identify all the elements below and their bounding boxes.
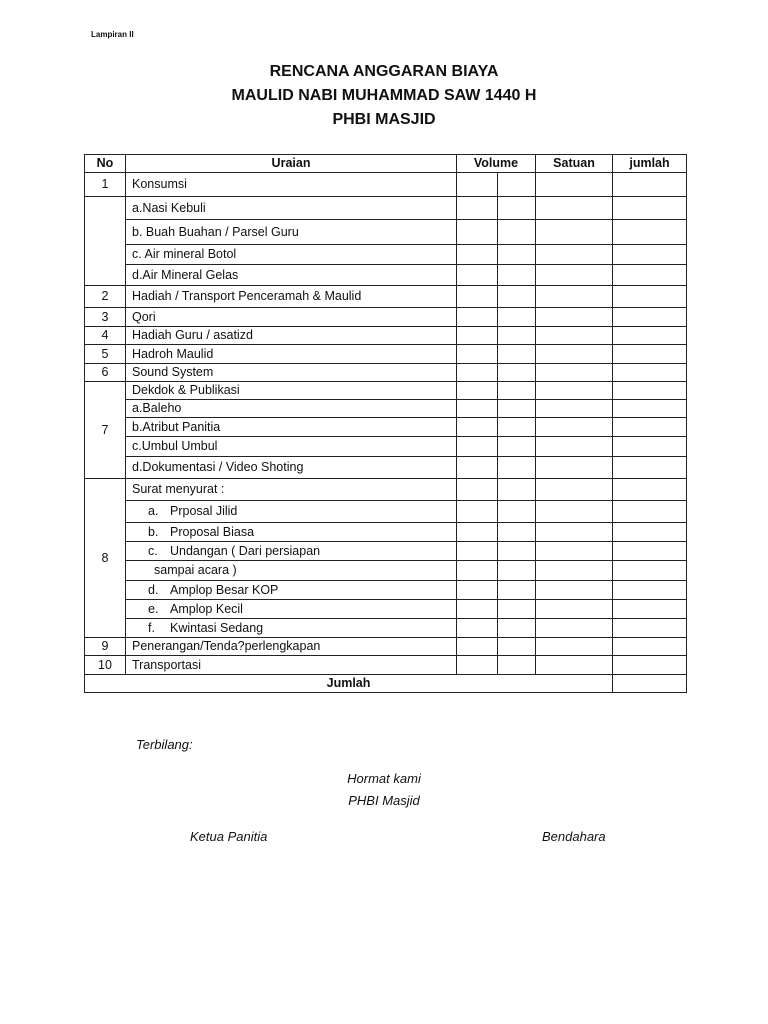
volume-cell bbox=[457, 561, 498, 581]
row-number: 5 bbox=[85, 345, 126, 364]
jumlah-cell bbox=[613, 400, 687, 418]
row-description: Dekdok & Publikasi bbox=[126, 382, 457, 400]
jumlah-cell bbox=[613, 382, 687, 400]
volume-cell bbox=[498, 382, 536, 400]
volume-cell bbox=[498, 327, 536, 345]
jumlah-cell bbox=[613, 561, 687, 581]
volume-cell bbox=[498, 619, 536, 638]
row-number: 10 bbox=[85, 656, 126, 675]
satuan-cell bbox=[536, 437, 613, 457]
satuan-cell bbox=[536, 619, 613, 638]
row-description: Hadiah / Transport Penceramah & Maulid bbox=[126, 286, 457, 308]
volume-cell bbox=[498, 523, 536, 542]
volume-cell bbox=[457, 656, 498, 675]
satuan-cell bbox=[536, 345, 613, 364]
satuan-cell bbox=[536, 265, 613, 286]
row-description: Surat menyurat : bbox=[126, 479, 457, 501]
satuan-cell bbox=[536, 457, 613, 479]
col-header-satuan: Satuan bbox=[536, 155, 613, 173]
row-description: c. Air mineral Botol bbox=[126, 245, 457, 265]
col-header-jumlah: jumlah bbox=[613, 155, 687, 173]
row-description: d.Air Mineral Gelas bbox=[126, 265, 457, 286]
closing-greeting: Hormat kami bbox=[347, 771, 421, 786]
row-description-text: Proposal Biasa bbox=[170, 524, 255, 539]
volume-cell bbox=[457, 400, 498, 418]
row-description-text: Prposal Jilid bbox=[170, 504, 238, 518]
list-marker: a. bbox=[148, 504, 159, 518]
satuan-cell bbox=[536, 173, 613, 197]
table-row bbox=[85, 308, 687, 327]
volume-cell bbox=[498, 501, 536, 523]
table-row bbox=[85, 327, 687, 345]
satuan-cell bbox=[536, 581, 613, 600]
table-row bbox=[85, 619, 687, 638]
jumlah-cell bbox=[613, 581, 687, 600]
row-description bbox=[126, 619, 457, 638]
satuan-cell bbox=[536, 501, 613, 523]
volume-cell bbox=[498, 418, 536, 437]
table-row bbox=[85, 245, 687, 265]
row-description bbox=[126, 523, 457, 542]
list-marker: e. bbox=[148, 601, 159, 616]
row-number: 6 bbox=[85, 364, 126, 382]
volume-cell bbox=[457, 345, 498, 364]
table-row bbox=[85, 501, 687, 523]
satuan-cell bbox=[536, 197, 613, 220]
volume-cell bbox=[457, 523, 498, 542]
volume-cell bbox=[457, 501, 498, 523]
amount-in-words-label: Terbilang: bbox=[136, 737, 193, 752]
volume-cell bbox=[457, 308, 498, 327]
jumlah-cell bbox=[613, 479, 687, 501]
row-number bbox=[85, 197, 126, 286]
list-marker: f. bbox=[148, 620, 155, 635]
volume-cell bbox=[498, 245, 536, 265]
satuan-cell bbox=[536, 364, 613, 382]
row-description: Sound System bbox=[126, 364, 457, 382]
table-row bbox=[85, 220, 687, 245]
volume-cell bbox=[457, 638, 498, 656]
jumlah-cell bbox=[613, 619, 687, 638]
volume-cell bbox=[457, 437, 498, 457]
table-row bbox=[85, 364, 687, 382]
volume-cell bbox=[498, 364, 536, 382]
signatory-organization: PHBI Masjid bbox=[348, 793, 420, 808]
jumlah-cell bbox=[613, 220, 687, 245]
row-description: Hadiah Guru / asatizd bbox=[126, 327, 457, 345]
jumlah-cell bbox=[613, 600, 687, 619]
volume-cell bbox=[457, 327, 498, 345]
table-row bbox=[85, 400, 687, 418]
volume-cell bbox=[498, 479, 536, 501]
table-row bbox=[85, 437, 687, 457]
list-marker: b. bbox=[148, 524, 159, 539]
row-number: 9 bbox=[85, 638, 126, 656]
total-row bbox=[85, 675, 687, 693]
jumlah-cell bbox=[613, 638, 687, 656]
satuan-cell bbox=[536, 220, 613, 245]
jumlah-cell bbox=[613, 418, 687, 437]
satuan-cell bbox=[536, 656, 613, 675]
volume-cell bbox=[457, 457, 498, 479]
volume-cell bbox=[457, 364, 498, 382]
table-row bbox=[85, 600, 687, 619]
row-number: 1 bbox=[85, 173, 126, 197]
signature-treasurer: Bendahara bbox=[542, 829, 606, 844]
volume-cell bbox=[457, 619, 498, 638]
volume-cell bbox=[498, 542, 536, 561]
satuan-cell bbox=[536, 327, 613, 345]
row-description: b.Atribut Panitia bbox=[126, 418, 457, 437]
row-description: c.Umbul Umbul bbox=[126, 437, 457, 457]
jumlah-cell bbox=[613, 364, 687, 382]
jumlah-cell bbox=[613, 523, 687, 542]
jumlah-cell bbox=[613, 457, 687, 479]
table-row bbox=[85, 523, 687, 542]
volume-cell bbox=[457, 197, 498, 220]
satuan-cell bbox=[536, 286, 613, 308]
volume-cell bbox=[498, 600, 536, 619]
volume-cell bbox=[498, 345, 536, 364]
volume-cell bbox=[457, 286, 498, 308]
volume-cell bbox=[498, 220, 536, 245]
row-description: sampai acara ) bbox=[126, 561, 457, 581]
row-number: 7 bbox=[85, 382, 126, 479]
volume-cell bbox=[498, 197, 536, 220]
row-description bbox=[126, 542, 457, 561]
volume-cell bbox=[457, 265, 498, 286]
volume-cell bbox=[498, 656, 536, 675]
volume-cell bbox=[457, 220, 498, 245]
col-header-no: No bbox=[85, 155, 126, 173]
table-row bbox=[85, 173, 687, 197]
table-row bbox=[85, 382, 687, 400]
volume-cell bbox=[457, 581, 498, 600]
row-description: Konsumsi bbox=[126, 173, 457, 197]
row-number: 8 bbox=[85, 479, 126, 638]
volume-cell bbox=[457, 479, 498, 501]
volume-cell bbox=[498, 286, 536, 308]
document-subtitle-org: PHBI MASJID bbox=[332, 111, 436, 128]
row-description: a.Nasi Kebuli bbox=[126, 197, 457, 220]
jumlah-cell bbox=[613, 197, 687, 220]
attachment-label: Lampiran II bbox=[91, 30, 134, 39]
row-description: Qori bbox=[126, 308, 457, 327]
satuan-cell bbox=[536, 382, 613, 400]
table-row bbox=[85, 656, 687, 675]
row-description bbox=[126, 600, 457, 619]
document-title-block bbox=[0, 60, 768, 132]
budget-table bbox=[84, 154, 687, 693]
satuan-cell bbox=[536, 600, 613, 619]
jumlah-cell bbox=[613, 656, 687, 675]
row-description bbox=[126, 581, 457, 600]
satuan-cell bbox=[536, 523, 613, 542]
table-header-row bbox=[85, 155, 687, 173]
row-number: 4 bbox=[85, 327, 126, 345]
volume-cell bbox=[457, 245, 498, 265]
satuan-cell bbox=[536, 245, 613, 265]
row-description: Transportasi bbox=[126, 656, 457, 675]
row-description: Penerangan/Tenda?perlengkapan bbox=[126, 638, 457, 656]
table-row bbox=[85, 457, 687, 479]
volume-cell bbox=[498, 561, 536, 581]
total-label: Jumlah bbox=[85, 675, 613, 693]
jumlah-cell bbox=[613, 245, 687, 265]
table-row bbox=[85, 286, 687, 308]
volume-cell bbox=[457, 600, 498, 619]
col-header-volume: Volume bbox=[457, 155, 536, 173]
satuan-cell bbox=[536, 400, 613, 418]
table-row bbox=[85, 479, 687, 501]
row-description bbox=[126, 501, 457, 523]
satuan-cell bbox=[536, 479, 613, 501]
row-description-text: Kwintasi Sedang bbox=[170, 620, 264, 635]
volume-cell bbox=[457, 382, 498, 400]
table-row bbox=[85, 638, 687, 656]
jumlah-cell bbox=[613, 501, 687, 523]
satuan-cell bbox=[536, 418, 613, 437]
table-row bbox=[85, 561, 687, 581]
satuan-cell bbox=[536, 638, 613, 656]
volume-cell bbox=[457, 418, 498, 437]
jumlah-cell bbox=[613, 286, 687, 308]
volume-cell bbox=[498, 581, 536, 600]
jumlah-cell bbox=[613, 345, 687, 364]
jumlah-cell bbox=[613, 308, 687, 327]
volume-cell bbox=[457, 542, 498, 561]
row-number: 2 bbox=[85, 286, 126, 308]
row-description-text: Undangan ( Dari persiapan bbox=[170, 543, 321, 558]
row-description-text: Amplop Kecil bbox=[170, 601, 243, 616]
volume-cell bbox=[498, 437, 536, 457]
col-header-uraian: Uraian bbox=[126, 155, 457, 173]
volume-cell bbox=[498, 400, 536, 418]
jumlah-cell bbox=[613, 327, 687, 345]
document-subtitle-event: MAULID NABI MUHAMMAD SAW 1440 H bbox=[231, 87, 537, 104]
satuan-cell bbox=[536, 308, 613, 327]
table-row bbox=[85, 345, 687, 364]
volume-cell bbox=[457, 173, 498, 197]
document-title: RENCANA ANGGARAN BIAYA bbox=[269, 63, 499, 80]
table-row bbox=[85, 542, 687, 561]
jumlah-cell bbox=[613, 265, 687, 286]
volume-cell bbox=[498, 457, 536, 479]
list-marker: c. bbox=[148, 543, 158, 558]
table-row bbox=[85, 265, 687, 286]
jumlah-cell bbox=[613, 173, 687, 197]
row-number: 3 bbox=[85, 308, 126, 327]
volume-cell bbox=[498, 265, 536, 286]
satuan-cell bbox=[536, 561, 613, 581]
jumlah-cell bbox=[613, 437, 687, 457]
row-description-text: Amplop Besar KOP bbox=[170, 582, 279, 597]
table-row bbox=[85, 197, 687, 220]
row-description: Hadroh Maulid bbox=[126, 345, 457, 364]
signature-chairman: Ketua Panitia bbox=[190, 829, 268, 844]
table-row bbox=[85, 418, 687, 437]
volume-cell bbox=[498, 638, 536, 656]
satuan-cell bbox=[536, 542, 613, 561]
jumlah-cell bbox=[613, 542, 687, 561]
row-description: b. Buah Buahan / Parsel Guru bbox=[126, 220, 457, 245]
list-marker: d. bbox=[148, 582, 159, 597]
volume-cell bbox=[498, 308, 536, 327]
table-row bbox=[85, 581, 687, 600]
row-description: a.Baleho bbox=[126, 400, 457, 418]
volume-cell bbox=[498, 173, 536, 197]
row-description: d.Dokumentasi / Video Shoting bbox=[126, 457, 457, 479]
total-amount-cell bbox=[613, 675, 687, 693]
